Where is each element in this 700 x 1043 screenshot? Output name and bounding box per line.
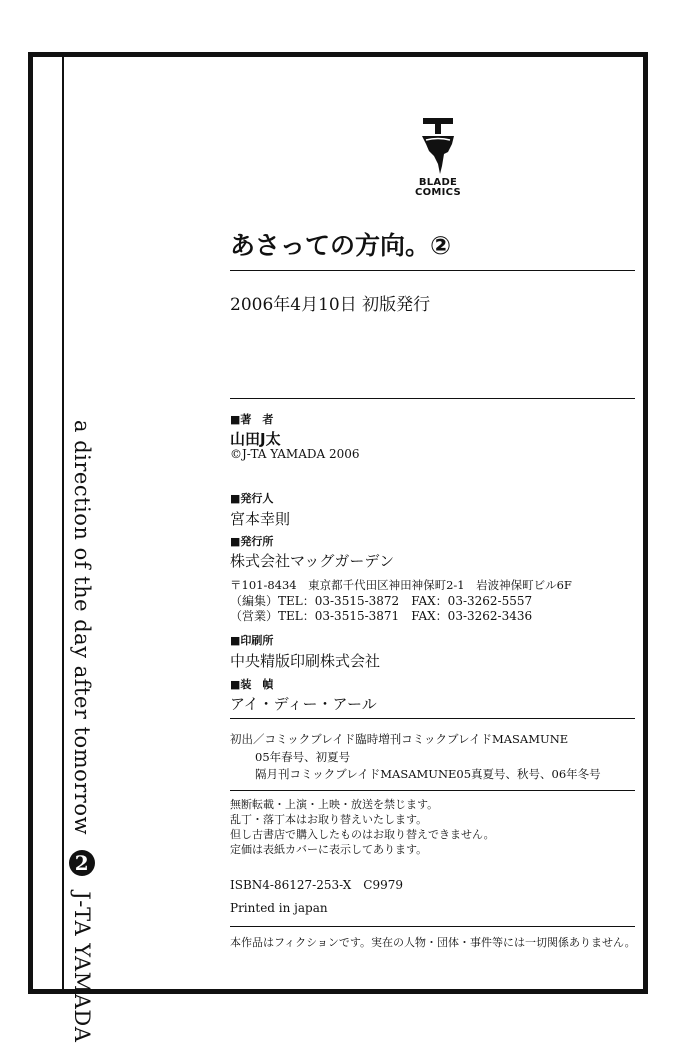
notice-1: 無断転載・上演・上映・放送を禁じます。 (230, 798, 439, 811)
title-rule (230, 270, 635, 271)
sales-contact: （営業）TEL：03-3515-3871 FAX：03-3262-3436 (230, 609, 533, 623)
rule-notices (230, 790, 635, 791)
notice-3: 但し古書店で購入したものはお取り替えできません。 (230, 828, 495, 841)
design-name: アイ・ディー・アール (230, 695, 377, 713)
rule-fiction (230, 926, 635, 927)
publication-date: 2006年4月10日 初版発行 (230, 295, 431, 315)
logo-line-1: BLADE (418, 177, 458, 188)
logo-line-2: COMICS (414, 187, 462, 198)
publisher-address: 〒101-8434 東京都千代田区神田神保町2-1 岩波神保町ビル6F (230, 578, 572, 592)
volume-badge: 2 (69, 850, 95, 876)
book-title: あさっての方向。② (230, 231, 452, 260)
printed-in: Printed in japan (230, 901, 328, 915)
blade-logo-icon (418, 118, 458, 174)
first-published-line-3: 隔月刊コミックブレイドMASAMUNE05真夏号、秋号、06年冬号 (255, 767, 601, 781)
spine-english-title: a direction of the day after tomorrow (70, 420, 94, 835)
publisher-person-label: ■発行人 (230, 492, 274, 505)
isbn: ISBN4-86127-253-X C9979 (230, 878, 403, 892)
editorial-contact: （編集）TEL：03-3515-3872 FAX：03-3262-5557 (230, 594, 533, 608)
section-rule (230, 398, 635, 399)
design-label: ■装 幀 (230, 678, 274, 691)
rule-first-published (230, 718, 635, 719)
printer-name: 中央精版印刷株式会社 (230, 652, 381, 670)
publisher-label: ■発行所 (230, 535, 274, 548)
notice-2: 乱丁・落丁本はお取り替えいたします。 (230, 813, 428, 826)
fiction-disclaimer: 本作品はフィクションです。実在の人物・団体・事件等には一切関係ありません。 (230, 936, 636, 949)
spine (55, 420, 95, 1043)
publisher-name: 株式会社マッグガーデン (230, 552, 395, 570)
author-name: 山田J太 (230, 430, 281, 448)
first-published-line-2: 05年春号、初夏号 (255, 750, 351, 764)
printer-label: ■印刷所 (230, 634, 274, 647)
notice-4: 定価は表紙カバーに表示してあります。 (230, 843, 428, 856)
first-published-line-1: 初出／コミックブレイド臨時増刊コミックブレイドMASAMUNE (230, 732, 569, 746)
spine-author: J-TA YAMADA (70, 891, 94, 1043)
author-label: ■著 者 (230, 413, 274, 426)
publisher-person-name: 宮本幸則 (230, 510, 291, 528)
blade-comics-logo (408, 118, 468, 200)
copyright: ©J-TA YAMADA 2006 (230, 447, 360, 461)
